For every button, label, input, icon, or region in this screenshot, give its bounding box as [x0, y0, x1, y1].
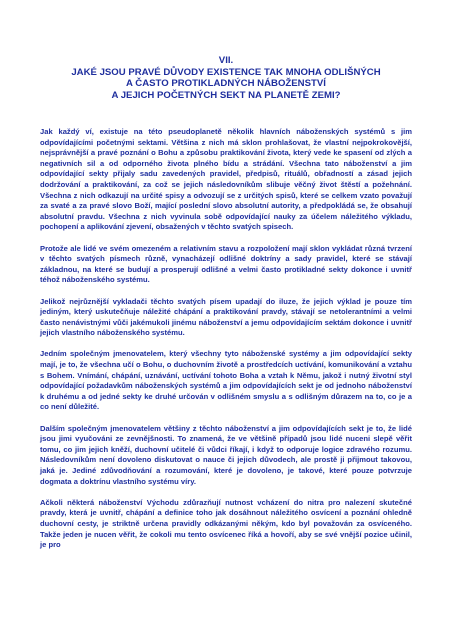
chapter-body	[40, 127, 412, 561]
paragraph: Jak každý ví, existuje na této pseudoplanetě několik hlavních náboženských systémů s jim odpovídajícími početnými sektami. Většina z nich má sklon prohlašovat, že vlastní nejpokrokovější, nejsprávnější a pravé poznání o Bohu a způsobu praktikování života, který vede ke spasení od zlých a negativních sil a od odporného života plného bídu a strádání. Všechna tato náboženství a jim odpovídající sekty přijaly sadu zavedených pravidel, předpisů, rituálů, obřadností a zásad jejich dodržování a praktikování, za což se jejich následovníkům slibuje věčný život štěstí a požehnání. Všechna z nich odkazují na určité spisy a odvozují se z určitých spisů, které se celkem vzato považují za svaté a za pravé slovo Boží, mající poslední slovo absolutní autority, a předpokládá se, že obsahují absolutní pravdu. Všechna z nich vyvinula sobě odpovídající nauky za účelem náležitého výkladu, pochopení a aplikování zjevení, obsažených v těchto svatých spisech.	[40, 127, 412, 232]
chapter-heading	[40, 55, 412, 101]
paragraph: Ačkoli některá náboženství Východu zdůrazňují nutnost vcházení do nitra pro nalezení skutečné pravdy, která je uvnitř, chápání a definice toho jak dosáhnout náležitého osvícení a poznání ohledně duchovní cesty, je striktně určena pravidly odkázanými někým, kdo byl považován za osvíceného. Takže jeden je nucen věřit, že cokoli mu tento osvícenec říká a hovoří, aby se své vnější pozice učinil, je pro	[40, 497, 412, 550]
chapter-number: VII.	[218, 55, 234, 66]
chapter-title-line-1: JAKÉ JSOU PRAVÉ DŮVODY EXISTENCE TAK MNOHA ODLIŠNÝCH	[71, 66, 381, 78]
paragraph: Protože ale lidé ve svém omezeném a relativním stavu a rozpoložení mají sklon vykládat různá tvrzení v těchto svatých písmech různě, vynacházejí odlišné doktríny a sady pravidel, které se stávají základnou, na které se budují a prosperují odlišné a velmi často protikladné sekty dokonce i uvnitř téhož náboženského systému.	[40, 243, 412, 285]
chapter-title-line-3: A JEJICH POČETNÝCH SEKT NA PLANETĚ ZEMI?	[111, 89, 341, 101]
paragraph: Jelikož nejrůznější vykladači těchto svatých písem upadají do iluze, že jejich výklad je pouze tím jediným, který uskutečňuje náležité chápání a praktikování pravdy, stávají se netolerantními a velmi často nenávistnými vůči jakémukoli jinému náboženství a jemu odpovídajícím sektám dokonce i uvnitř jejich vlastního náboženského systému.	[40, 296, 412, 338]
paragraph: Jedním společným jmenovatelem, který všechny tyto náboženské systémy a jim odpovídající sekty mají, je to, že všechna učí o Bohu, o duchovním životě a prostředcích uctívání, komunikování a vztahu s Bohem. Vnímání, chápání, uznávání, uctívání tohoto Boha a vztah k Němu, jakož i nutný životní styl odpovídající požadavkům náboženských systémů a jim odpovídajících sekt je od jednoho náboženství k druhému a od jedné sekty ke druhé určován v odlišném smyslu a s odlišným důrazem na to, co je a co není důležité.	[40, 349, 412, 412]
paragraph: Dalším společným jmenovatelem většiny z těchto náboženství a jim odpovídajících sekt je to, že lidé jsou jimi vyučováni ze zevnějšnosti. To znamená, že ve většině případů jsou lidé nuceni slepě věřit tomu, co jim jejich kněží, duchovní učitelé či vůdci říkají, i když to odporuje logice zdravého rozumu. Následovníkům není dovoleno diskutovat o nauce či jejich důvodech, ale prostě ji přijmout takovou, jaká je. Jediné zdůvodňování a rozumování, které je dovoleno, je takové, které pouze potvrzuje dogmata a doktrínu vlastního systému víry.	[40, 423, 412, 486]
chapter-title-line-2: A ČASTO PROTIKLADNÝCH NÁBOŽENSTVÍ	[126, 78, 326, 90]
